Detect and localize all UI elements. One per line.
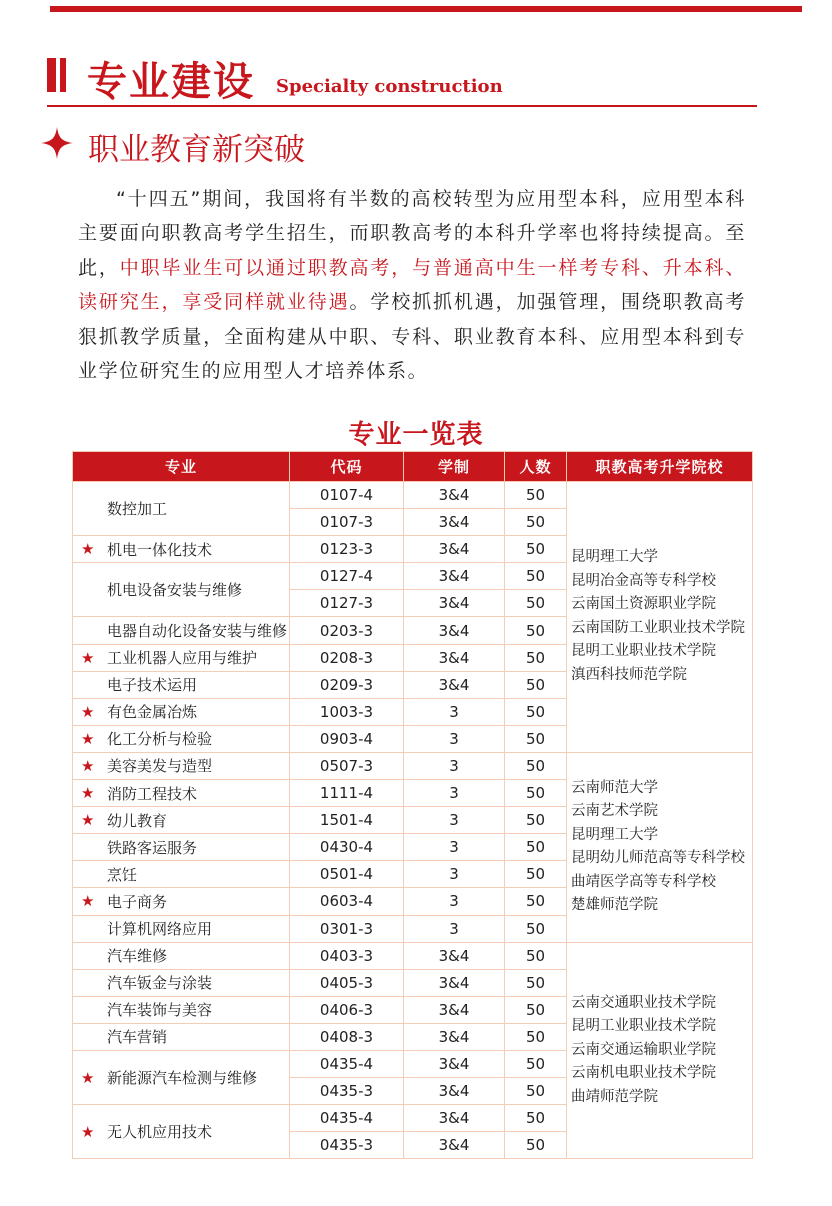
header-system: 学制 xyxy=(404,452,505,482)
major-name: 汽车营销 xyxy=(107,1028,168,1047)
major-code-cell: 0403-3 xyxy=(290,942,404,969)
major-name-cell xyxy=(73,671,290,698)
school-name: 云南师范大学 xyxy=(571,779,658,796)
major-name-cell xyxy=(73,807,290,834)
four-point-star-icon xyxy=(40,126,74,160)
major-system-cell: 3&4 xyxy=(404,1050,505,1077)
major-name: 汽车维修 xyxy=(107,947,168,966)
star-icon: ★ xyxy=(81,1068,95,1087)
major-code-cell: 1003-3 xyxy=(290,698,404,725)
major-name: 消防工程技术 xyxy=(107,784,198,803)
major-code-cell: 0127-4 xyxy=(290,563,404,590)
table-header-row xyxy=(73,452,753,482)
major-count-cell: 50 xyxy=(505,780,567,807)
major-system-cell: 3&4 xyxy=(404,644,505,671)
major-count-cell: 50 xyxy=(505,725,567,752)
school-name: 云南国防工业职业技术学院 xyxy=(571,619,745,636)
table-title: 专业一览表 xyxy=(348,420,484,450)
major-system-cell: 3&4 xyxy=(404,1132,505,1159)
major-system-cell: 3&4 xyxy=(404,671,505,698)
header-code: 代码 xyxy=(290,452,404,482)
major-count-cell: 50 xyxy=(505,752,567,779)
major-code-cell: 0208-3 xyxy=(290,644,404,671)
star-icon: ★ xyxy=(81,648,95,667)
major-system-cell: 3&4 xyxy=(404,1078,505,1105)
major-name-cell xyxy=(73,752,290,779)
major-system-cell: 3 xyxy=(404,834,505,861)
school-name: 云南机电职业技术学院 xyxy=(571,1065,716,1082)
major-name-cell xyxy=(73,698,290,725)
major-count-cell: 50 xyxy=(505,888,567,915)
major-count-cell: 50 xyxy=(505,942,567,969)
major-system-cell: 3&4 xyxy=(404,509,505,536)
major-count-cell: 50 xyxy=(505,590,567,617)
star-icon: ★ xyxy=(81,702,95,721)
major-name-cell xyxy=(73,1105,290,1159)
intro-paragraph xyxy=(78,182,746,388)
major-code-cell: 1111-4 xyxy=(290,780,404,807)
major-name-cell xyxy=(73,1050,290,1104)
table-row xyxy=(73,482,753,509)
major-system-cell: 3&4 xyxy=(404,563,505,590)
major-name-cell xyxy=(73,725,290,752)
star-icon: ★ xyxy=(81,540,95,559)
major-system-cell: 3 xyxy=(404,698,505,725)
star-icon: ★ xyxy=(81,892,95,911)
major-count-cell: 50 xyxy=(505,563,567,590)
double-bar-icon xyxy=(47,58,67,92)
school-name: 云南交通职业技术学院 xyxy=(571,994,716,1011)
major-name-cell xyxy=(73,861,290,888)
major-name: 机电设备安装与维修 xyxy=(107,581,243,600)
major-name-cell xyxy=(73,942,290,969)
header-schools: 职教高考升学院校 xyxy=(567,452,753,482)
school-name: 云南国土资源职业学院 xyxy=(571,596,716,613)
major-name-cell xyxy=(73,888,290,915)
major-code-cell: 0301-3 xyxy=(290,915,404,942)
major-system-cell: 3&4 xyxy=(404,536,505,563)
major-count-cell: 50 xyxy=(505,617,567,644)
major-system-cell: 3 xyxy=(404,780,505,807)
major-system-cell: 3&4 xyxy=(404,969,505,996)
school-name: 曲靖师范学院 xyxy=(571,1088,658,1105)
major-name-cell xyxy=(73,617,290,644)
school-name: 昆明工业职业技术学院 xyxy=(571,643,716,660)
major-name: 工业机器人应用与维护 xyxy=(107,649,258,668)
section-title: 职业教育新突破 xyxy=(88,132,305,168)
major-count-cell: 50 xyxy=(505,536,567,563)
major-name: 烹饪 xyxy=(107,865,138,884)
major-system-cell: 3 xyxy=(404,888,505,915)
school-name: 昆明幼儿师范高等专科学校 xyxy=(571,850,745,867)
major-code-cell: 0203-3 xyxy=(290,617,404,644)
school-list-cell xyxy=(567,942,753,1159)
major-code-cell: 0507-3 xyxy=(290,752,404,779)
major-system-cell: 3 xyxy=(404,752,505,779)
major-name-cell xyxy=(73,482,290,536)
table-body xyxy=(73,482,753,1159)
star-icon: ★ xyxy=(81,729,95,748)
school-name: 楚雄师范学院 xyxy=(571,897,658,914)
school-list-cell xyxy=(567,482,753,753)
major-name: 汽车钣金与涂装 xyxy=(107,974,213,993)
major-code-cell: 0435-3 xyxy=(290,1132,404,1159)
major-name-cell xyxy=(73,536,290,563)
major-code-cell: 0435-4 xyxy=(290,1105,404,1132)
major-system-cell: 3&4 xyxy=(404,1105,505,1132)
major-name: 计算机网络应用 xyxy=(107,920,213,939)
header-divider xyxy=(47,105,757,107)
star-icon: ★ xyxy=(81,756,95,775)
major-code-cell: 0127-3 xyxy=(290,590,404,617)
major-name: 电子技术运用 xyxy=(107,676,198,695)
major-name-cell xyxy=(73,563,290,617)
major-code-cell: 1501-4 xyxy=(290,807,404,834)
major-count-cell: 50 xyxy=(505,969,567,996)
school-name: 昆明理工大学 xyxy=(571,549,658,566)
major-name: 有色金属冶炼 xyxy=(107,703,198,722)
major-system-cell: 3&4 xyxy=(404,617,505,644)
major-count-cell: 50 xyxy=(505,509,567,536)
school-name: 云南艺术学院 xyxy=(571,803,658,820)
school-name: 昆明工业职业技术学院 xyxy=(571,1018,716,1035)
table-row xyxy=(73,752,753,779)
major-code-cell: 0406-3 xyxy=(290,996,404,1023)
major-count-cell: 50 xyxy=(505,482,567,509)
major-system-cell: 3 xyxy=(404,807,505,834)
header-major: 专业 xyxy=(73,452,290,482)
major-code-cell: 0603-4 xyxy=(290,888,404,915)
major-name: 无人机应用技术 xyxy=(107,1123,213,1142)
major-table xyxy=(72,451,753,1159)
major-name-cell xyxy=(73,644,290,671)
major-name: 幼儿教育 xyxy=(107,811,168,830)
star-icon: ★ xyxy=(81,811,95,830)
major-name-cell xyxy=(73,834,290,861)
major-code-cell: 0107-3 xyxy=(290,509,404,536)
school-name: 昆明冶金高等专科学校 xyxy=(571,572,716,589)
major-count-cell: 50 xyxy=(505,1078,567,1105)
major-code-cell: 0408-3 xyxy=(290,1023,404,1050)
major-count-cell: 50 xyxy=(505,807,567,834)
paragraph-text-2: 。学校抓抓机遇，加强管理，围绕职教高考狠抓教学质量，全面构建从中职、专科、职业教育本科、应用型本科到专业学位研究生的应用型人才培养体系。 xyxy=(78,291,746,383)
major-count-cell: 50 xyxy=(505,671,567,698)
major-code-cell: 0107-4 xyxy=(290,482,404,509)
major-name: 化工分析与检验 xyxy=(107,730,213,749)
page-subtitle: Specialty construction xyxy=(276,76,503,97)
school-name: 昆明理工大学 xyxy=(571,826,658,843)
major-name-cell xyxy=(73,969,290,996)
major-system-cell: 3&4 xyxy=(404,590,505,617)
school-name: 云南交通运输职业学院 xyxy=(571,1041,716,1058)
paragraph-text-1: “十四五”期间，我国将有半数的高校转型为应用型本科，应用型本科主要面向职教高考学生招生，而职教高考的本科升学率也将持续提高。至此， xyxy=(78,188,746,279)
major-name: 数控加工 xyxy=(107,500,168,519)
major-system-cell: 3 xyxy=(404,861,505,888)
star-icon: ★ xyxy=(81,784,95,803)
major-name-cell xyxy=(73,996,290,1023)
major-name-cell xyxy=(73,780,290,807)
major-code-cell: 0123-3 xyxy=(290,536,404,563)
major-name: 铁路客运服务 xyxy=(107,838,198,857)
major-system-cell: 3 xyxy=(404,915,505,942)
major-count-cell: 50 xyxy=(505,996,567,1023)
major-code-cell: 0903-4 xyxy=(290,725,404,752)
school-name: 曲靖医学高等专科学校 xyxy=(571,873,716,890)
major-name: 电子商务 xyxy=(107,892,168,911)
major-table-wrapper xyxy=(72,451,752,1159)
major-name: 机电一体化技术 xyxy=(107,540,213,559)
major-name: 电器自动化设备安装与维修 xyxy=(107,622,288,641)
major-system-cell: 3&4 xyxy=(404,1023,505,1050)
major-name: 美容美发与造型 xyxy=(107,757,213,776)
major-name-cell xyxy=(73,1023,290,1050)
major-count-cell: 50 xyxy=(505,1023,567,1050)
major-code-cell: 0209-3 xyxy=(290,671,404,698)
major-system-cell: 3&4 xyxy=(404,996,505,1023)
major-count-cell: 50 xyxy=(505,1132,567,1159)
major-code-cell: 0405-3 xyxy=(290,969,404,996)
star-icon: ★ xyxy=(81,1122,95,1141)
major-system-cell: 3&4 xyxy=(404,482,505,509)
major-count-cell: 50 xyxy=(505,1050,567,1077)
major-count-cell: 50 xyxy=(505,834,567,861)
major-code-cell: 0435-4 xyxy=(290,1050,404,1077)
major-code-cell: 0501-4 xyxy=(290,861,404,888)
page-header xyxy=(47,48,757,108)
school-list-cell xyxy=(567,752,753,942)
major-system-cell: 3 xyxy=(404,725,505,752)
major-name-cell xyxy=(73,915,290,942)
major-count-cell: 50 xyxy=(505,861,567,888)
major-name: 汽车装饰与美容 xyxy=(107,1001,213,1020)
header-count: 人数 xyxy=(505,452,567,482)
page-title: 专业建设 xyxy=(87,59,255,105)
top-accent-bar xyxy=(50,6,802,12)
major-code-cell: 0430-4 xyxy=(290,834,404,861)
school-name: 滇西科技师范学院 xyxy=(571,666,687,683)
major-count-cell: 50 xyxy=(505,698,567,725)
major-system-cell: 3&4 xyxy=(404,942,505,969)
major-code-cell: 0435-3 xyxy=(290,1078,404,1105)
major-count-cell: 50 xyxy=(505,1105,567,1132)
major-name: 新能源汽车检测与维修 xyxy=(107,1069,258,1088)
paragraph-highlight: 中职毕业生可以通过职教高考，与普通高中生一样考专科、升本科、读研究生，享受同样就业待遇 xyxy=(78,256,746,314)
major-count-cell: 50 xyxy=(505,644,567,671)
table-row xyxy=(73,942,753,969)
major-count-cell: 50 xyxy=(505,915,567,942)
